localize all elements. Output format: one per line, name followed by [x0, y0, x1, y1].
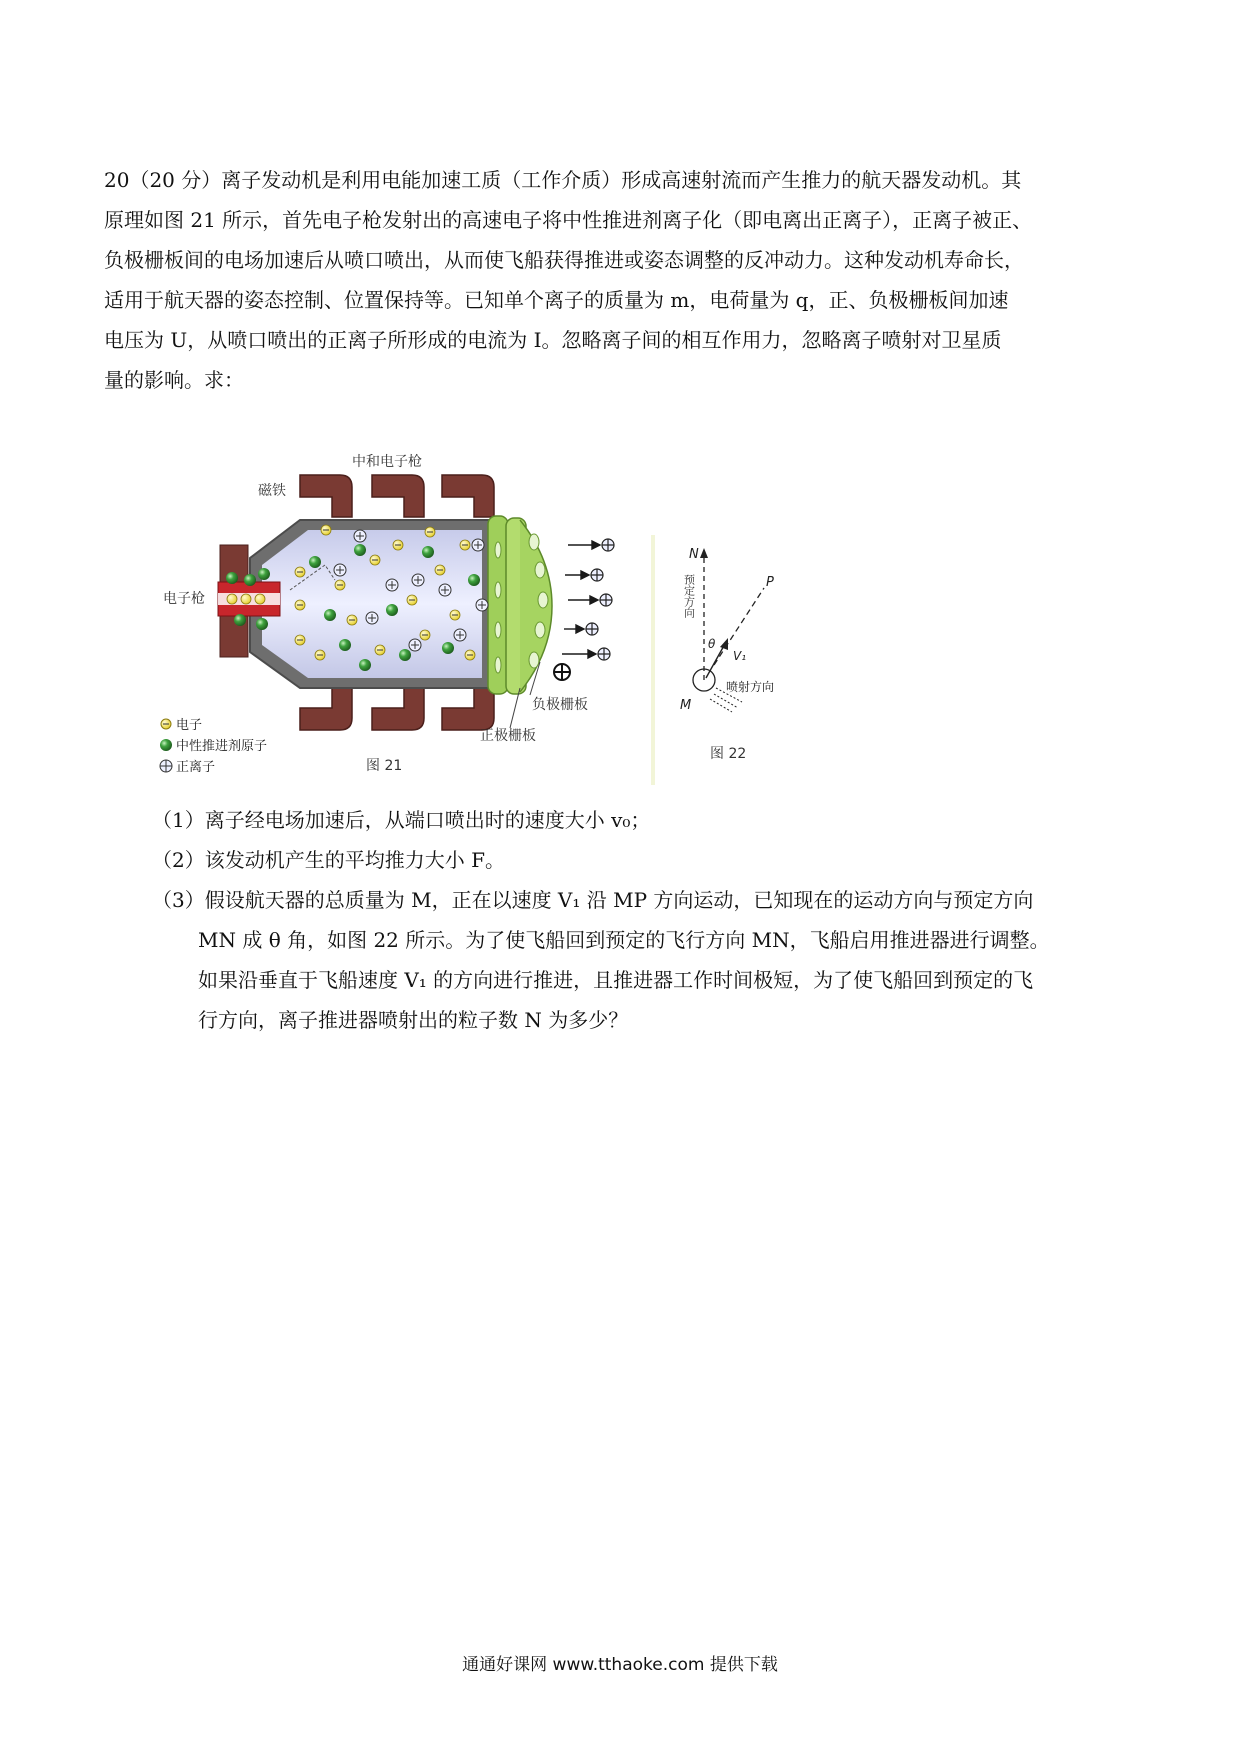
question-1	[152, 800, 650, 840]
neutral-atom	[339, 639, 351, 651]
problem-line: 20（20 分）离子发动机是利用电能加速工质（工作介质）形成高速射流而产生推力的航天器发动机。其	[104, 168, 1022, 192]
magnet-top	[300, 475, 494, 517]
label-electron-gun: 电子枪	[163, 591, 205, 607]
big-ion-symbol	[554, 664, 570, 680]
label-positive-grid: 正极栅板	[480, 728, 536, 744]
question-2-number: （2）	[152, 848, 205, 872]
label-jet-direction: 喷射方向	[726, 680, 775, 694]
neutral-atom	[354, 544, 366, 556]
question-3-line-3: 如果沿垂直于飞船速度 V₁ 的方向进行推进，且推进器工作时间极短，为了使飞船回到预定的飞	[198, 968, 1034, 992]
neutral-atom	[422, 546, 434, 558]
label-M: M	[680, 698, 692, 713]
label-N: N	[689, 547, 699, 562]
problem-line: 负极栅板间的电场加速后从喷口喷出，从而使飞船获得推进或姿态调整的反冲动力。这种发动机寿命长，	[104, 248, 1024, 272]
question-3-line-4: 行方向，离子推进器喷射出的粒子数 N 为多少？	[198, 1008, 629, 1032]
legend-positive-ion: 正离子	[176, 760, 216, 775]
footer-source: 通通好课网 www.tthaoke.com 提供下载	[462, 1655, 778, 1675]
label-negative-grid: 负极栅板	[532, 697, 588, 713]
question-1-number: （1）	[152, 808, 205, 832]
problem-line: 电压为 U，从喷口喷出的正离子所形成的电流为 I。忽略离子间的相互作用力，忽略离子喷射对卫星质	[104, 328, 1002, 352]
question-3	[152, 880, 1033, 920]
label-V1: V₁	[733, 649, 747, 663]
neutral-atom	[399, 649, 411, 661]
legend-electron: 电子	[176, 718, 203, 733]
problem-line: 量的影响。求：	[104, 368, 244, 392]
label-preset-direction: 预定方向	[682, 574, 696, 618]
neutral-atom	[359, 659, 371, 671]
problem-line: 原理如图 21 所示，首先电子枪发射出的高速电子将中性推进剂离子化（即电离出正离子），正离子被正、	[104, 208, 1033, 232]
figure-21	[160, 453, 614, 775]
exhaust-ions	[562, 541, 600, 658]
question-2-text: 该发动机产生的平均推力大小 F。	[204, 848, 505, 872]
label-magnet: 磁铁	[258, 483, 286, 499]
neutral-atom	[386, 604, 398, 616]
neutral-atom	[468, 574, 480, 586]
figure21-legend	[160, 717, 267, 775]
question-3-line: 假设航天器的总质量为 M，正在以速度 V₁ 沿 MP 方向运动，已知现在的运动方向与预定方向	[204, 888, 1034, 912]
figure21-caption: 图 21	[366, 758, 403, 774]
grid-plates	[488, 516, 552, 694]
label-P: P	[766, 575, 774, 590]
problem-statement	[104, 160, 1124, 400]
figure22-caption: 图 22	[710, 746, 747, 762]
figure-22	[680, 547, 774, 762]
label-neutralizer: 中和电子枪	[352, 454, 422, 470]
problem-line: 适用于航天器的姿态控制、位置保持等。已知单个离子的质量为 m，电荷量为 q，正、负极栅板间加速	[104, 288, 1009, 312]
question-3-line-2: MN 成 θ 角，如图 22 所示。为了使飞船回到预定的飞行方向 MN，飞船启用推进器进行调整。	[198, 928, 1050, 952]
legend-neutral-atom: 中性推进剂原子	[176, 739, 268, 754]
question-1-text: 离子经电场加速后，从端口喷出时的速度大小 v₀；	[204, 808, 651, 832]
neutral-atom	[442, 642, 454, 654]
label-theta: θ	[708, 637, 716, 651]
neutral-atom	[324, 609, 336, 621]
figures	[0, 440, 1240, 790]
neutral-atom	[309, 556, 321, 568]
question-3-number: （3）	[152, 888, 205, 912]
question-2	[152, 840, 505, 880]
magnet-bottom	[300, 688, 494, 730]
gun-electrons	[227, 594, 265, 604]
